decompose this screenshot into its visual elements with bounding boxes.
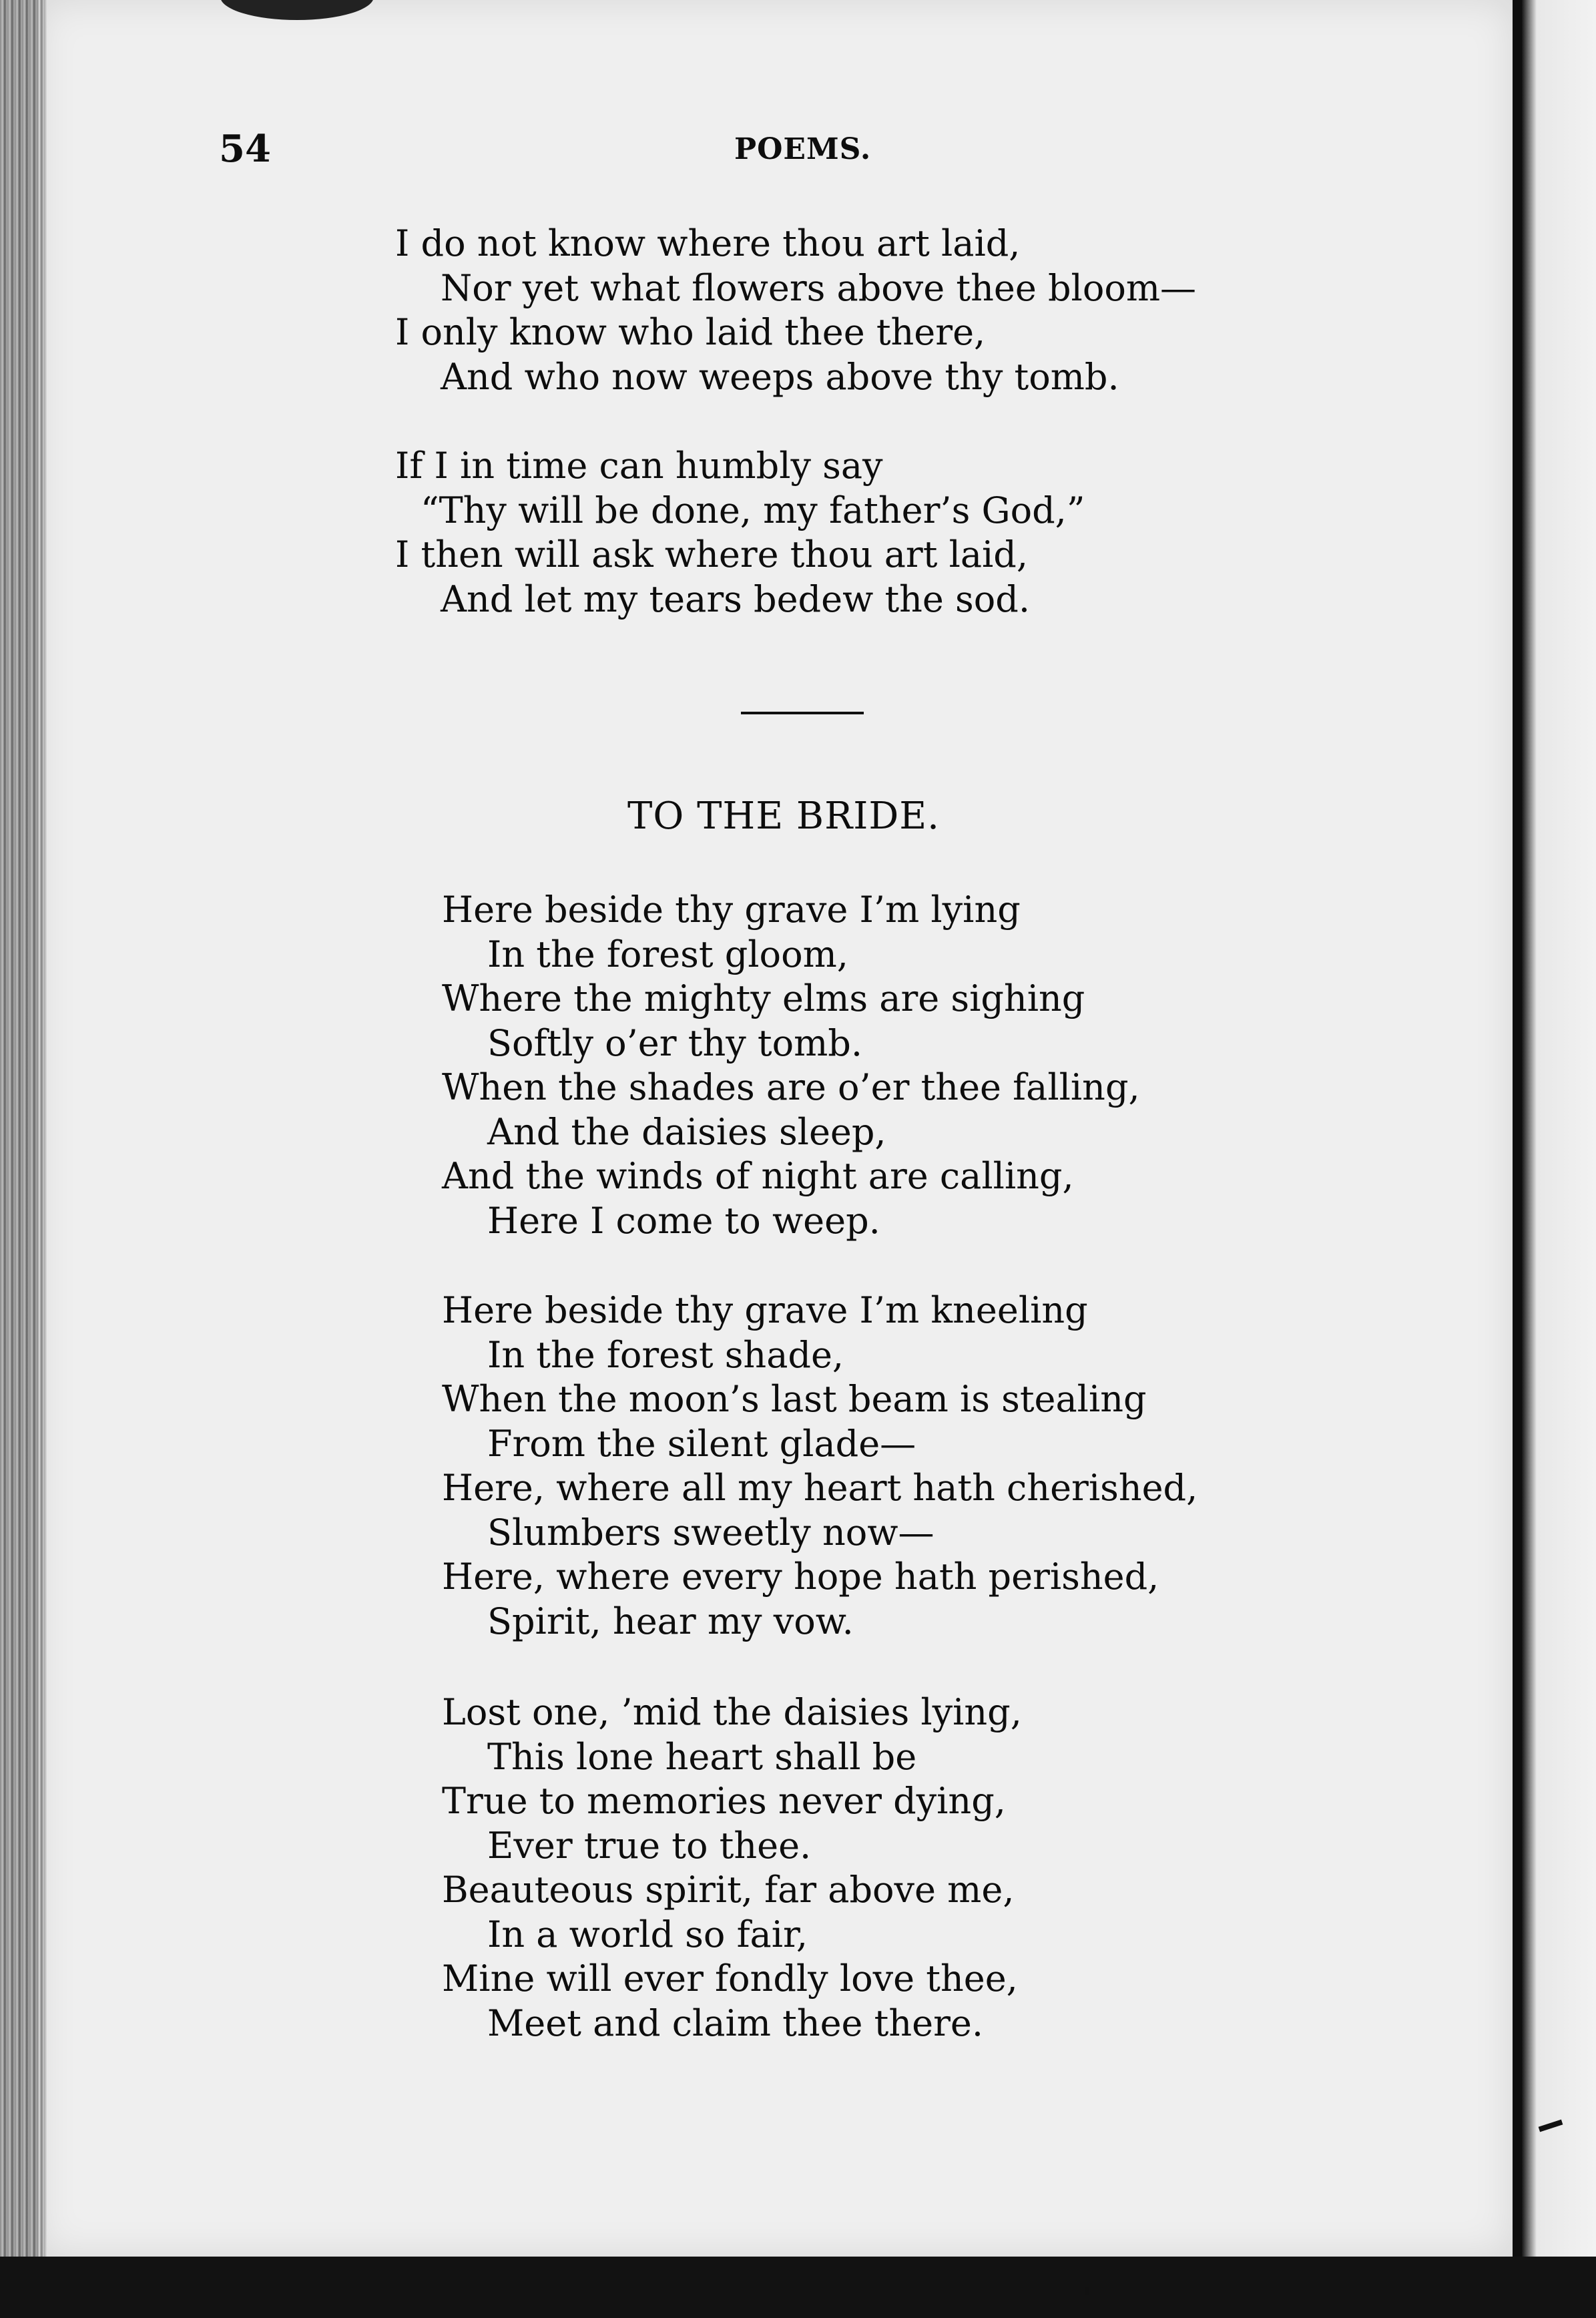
poem-one-stanza-1 [0,222,1335,399]
verse-line: This lone heart shall be [487,1735,917,1778]
verse-line: Here I come to weep. [487,1199,880,1242]
verse-line: Spirit, hear my vow. [487,1600,854,1642]
poem-two-stanza-1 [0,888,1335,1243]
stray-ink-mark [1085,2287,1089,2295]
poem-two-stanza-2 [0,1289,1335,1644]
verse-line: Meet and claim thee there. [487,2002,984,2044]
verse-line: Here beside thy grave I’m lying [442,889,1021,931]
scan-border-bottom [0,2257,1596,2318]
verse-line: Lost one, ’mid the daisies lying, [442,1691,1022,1733]
verse-line: Here, where every hope hath perished, [442,1556,1159,1598]
verse-line: When the moon’s last beam is stealing [442,1378,1147,1420]
verse-line: I do not know where thou art laid, [395,222,1021,264]
verse-line: Where the mighty elms are sighing [442,977,1085,1019]
verse-line: Slumbers sweetly now— [487,1511,935,1554]
verse-line: Ever true to thee. [487,1824,812,1867]
verse-line: And who now weeps above thy tomb. [441,355,1119,398]
verse-line: Softly o’er thy tomb. [487,1021,863,1064]
poem-two-stanza-3 [0,1690,1335,2046]
poem-one-stanza-2 [0,444,1335,622]
verse-line: True to memories never dying, [442,1780,1006,1822]
verse-line: “Thy will be done, my father’s God,” [421,489,1085,531]
verse-line: From the silent glade— [487,1422,916,1465]
page-number: 54 [219,127,271,171]
verse-line: Nor yet what flowers above thee bloom— [441,266,1197,309]
verse-line: In the forest shade, [487,1333,844,1376]
running-title: POEMS. [734,132,872,166]
verse-line: If I in time can humbly say [395,445,883,487]
verse-line: Here beside thy grave I’m kneeling [442,1289,1088,1331]
verse-line: And the daisies sleep, [487,1110,886,1153]
verse-line: I then will ask where thou art laid, [395,533,1029,575]
verse-line: In the forest gloom, [487,933,848,975]
verse-line: Here, where all my heart hath cherished, [442,1467,1198,1509]
facing-page-edge [1522,0,1596,2318]
verse-line: I only know who laid thee there, [395,311,986,353]
verse-line: In a world so fair, [487,1913,808,1955]
verse-line: And the winds of night are calling, [442,1155,1074,1197]
verse-line: Mine will ever fondly love thee, [442,1957,1018,2000]
poem-title: TO THE BRIDE. [627,794,940,838]
verse-line: When the shades are o’er thee falling, [442,1066,1140,1108]
section-divider-rule [741,712,864,714]
verse-line: And let my tears bedew the sod. [441,577,1031,620]
verse-line: Beauteous spirit, far above me, [442,1869,1015,1911]
